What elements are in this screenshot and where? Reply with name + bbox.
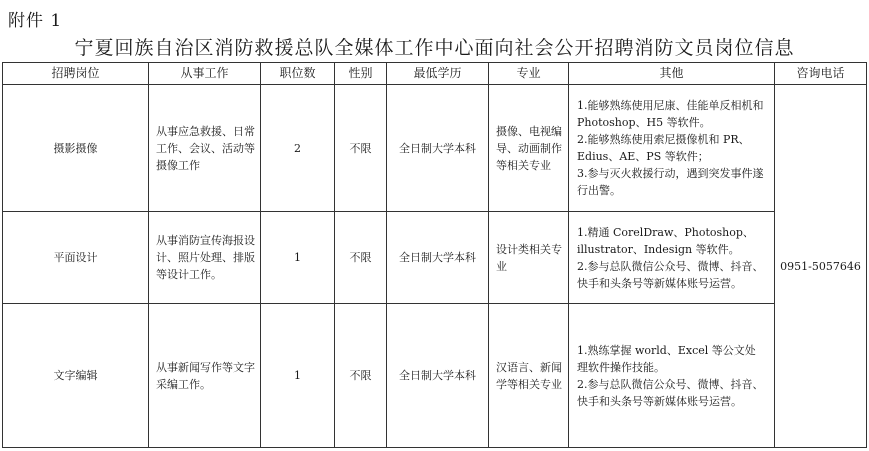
cell-duties: 从事应急救援、日常工作、会议、活动等摄像工作 (149, 85, 261, 212)
other-line: 3.参与灭火救援行动，遇到突发事件遂行出警。 (577, 167, 764, 197)
cell-count: 1 (261, 212, 335, 304)
table-header-row (3, 63, 867, 85)
cell-other (569, 212, 775, 304)
header-education: 最低学历 (387, 63, 489, 85)
other-line: 1.精通 CorelDraw、Photoshop、illustrator、Indesign 等软件。 (577, 225, 754, 256)
attachment-label: 附件 1 (8, 11, 63, 31)
table-row (3, 212, 867, 304)
cell-other (569, 85, 775, 212)
header-count: 职位数 (261, 63, 335, 85)
cell-phone: 0951-5057646 (775, 85, 867, 448)
header-other: 其他 (569, 63, 775, 85)
cell-position: 文字编辑 (3, 304, 149, 448)
cell-count: 1 (261, 304, 335, 448)
cell-other (569, 304, 775, 448)
table-row (3, 85, 867, 212)
other-line: 2.参与总队微信公众号、微博、抖音、快手和头条号等新媒体账号运营。 (577, 377, 764, 408)
cell-position: 平面设计 (3, 212, 149, 304)
cell-major: 设计类相关专业 (489, 212, 569, 304)
other-line: 2.能够熟练使用索尼摄像机和 PR、Edius、AE、PS 等软件； (577, 133, 750, 163)
page-title: 宁夏回族自治区消防救援总队全媒体工作中心面向社会公开招聘消防文员岗位信息 (74, 37, 795, 59)
cell-major: 汉语言、新闻学等相关专业 (489, 304, 569, 448)
header-major: 专业 (489, 63, 569, 85)
cell-gender: 不限 (335, 85, 387, 212)
header-phone: 咨询电话 (775, 63, 867, 85)
cell-education: 全日制大学本科 (387, 212, 489, 304)
other-line: 1.能够熟练使用尼康、佳能单反相机和 Photoshop、H5 等软件。 (577, 99, 764, 129)
cell-duties: 从事新闻写作等文字采编工作。 (149, 304, 261, 448)
cell-position: 摄影摄像 (3, 85, 149, 212)
recruitment-table (2, 62, 867, 448)
cell-gender: 不限 (335, 304, 387, 448)
header-gender: 性别 (335, 63, 387, 85)
table-row (3, 304, 867, 448)
other-line: 2.参与总队微信公众号、微博、抖音、快手和头条号等新媒体账号运营。 (577, 259, 764, 290)
other-line: 1.熟练掌握 world、Excel 等公文处理软件操作技能。 (577, 343, 756, 374)
cell-major: 摄像、电视编导、动画制作等相关专业 (489, 85, 569, 212)
cell-education: 全日制大学本科 (387, 85, 489, 212)
cell-duties: 从事消防宣传海报设计、照片处理、排版等设计工作。 (149, 212, 261, 304)
header-duties: 从事工作 (149, 63, 261, 85)
cell-education: 全日制大学本科 (387, 304, 489, 448)
header-position: 招聘岗位 (3, 63, 149, 85)
cell-count: 2 (261, 85, 335, 212)
cell-gender: 不限 (335, 212, 387, 304)
